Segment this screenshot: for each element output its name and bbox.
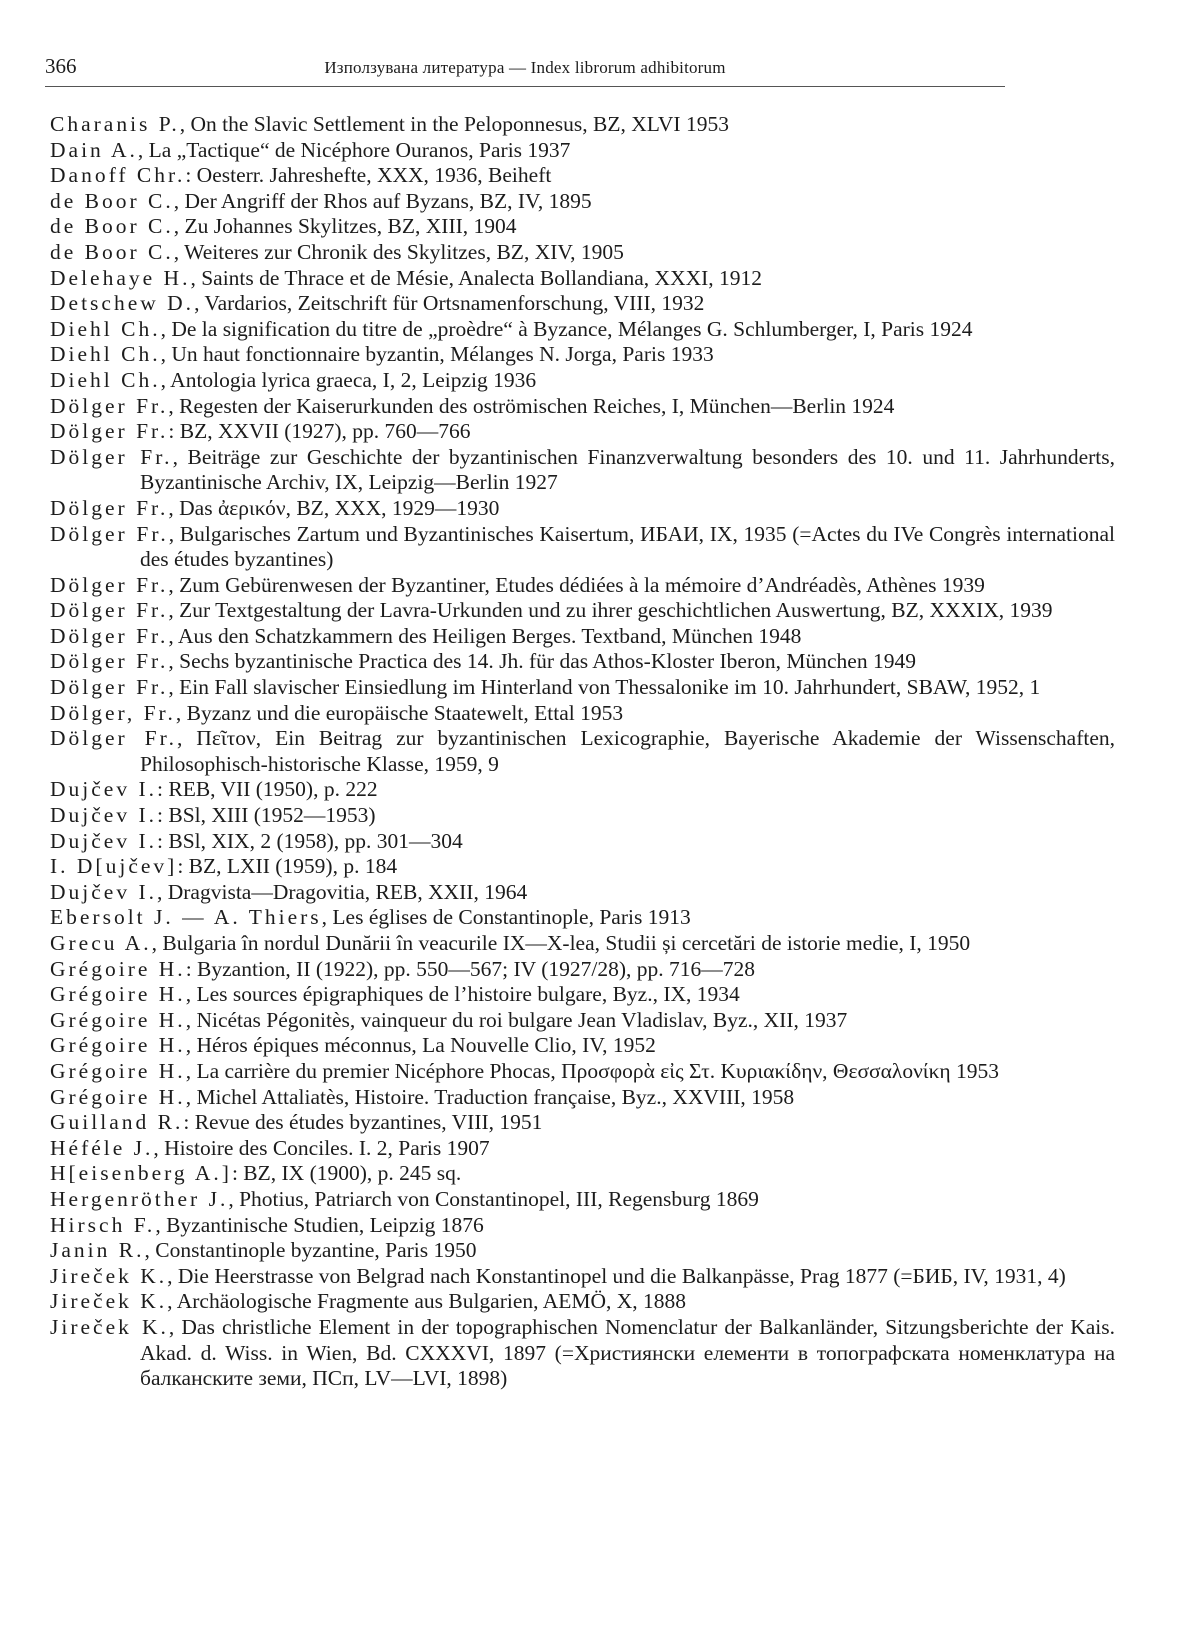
bibliography-entry (50, 112, 1115, 138)
page-header (45, 54, 1005, 84)
entry-reference: , Πεῖτον, Ein Beitrag zur byzantinischen Lexicographie, Bayerische Akademie der Wissenschaften, Philosophisch-historische Klasse, 1959, 9 (140, 726, 1115, 776)
entry-author: Jireček K. (50, 1289, 168, 1314)
entry-reference: , Sechs byzantinische Practica des 14. Jh. für das Athos-Kloster Iberon, München 1949 (168, 649, 916, 674)
bibliography-entry (50, 726, 1115, 777)
entry-author: Dölger Fr. (50, 521, 169, 546)
bibliography-entry (50, 317, 1115, 343)
bibliography-entry (50, 138, 1115, 164)
entry-reference: , Saints de Thrace et de Mésie, Analecta Bollandiana, XXXI, 1912 (190, 265, 763, 290)
entry-author: Grecu A. (50, 931, 152, 955)
bibliography-entry (50, 1085, 1115, 1111)
entry-author: Grégoire H. (50, 956, 186, 981)
bibliography-entry (50, 598, 1115, 624)
entry-reference: , Ein Fall slavischer Einsiedlung im Hinterland von Thessalonike im 10. Jahrhundert, SBAW, 1952, 1 (168, 675, 1041, 700)
entry-reference: , Histoire des Conciles. I. 2, Paris 1907 (153, 1135, 490, 1160)
bibliography-entry (50, 1289, 1115, 1315)
entry-reference: , Photius, Patriarch von Constantinopel, III, Regensburg 1869 (228, 1186, 759, 1211)
bibliography-entry (50, 394, 1115, 420)
bibliography-entry (50, 649, 1115, 675)
bibliography-entry (50, 445, 1115, 496)
entry-author: Dujčev I. (50, 777, 157, 802)
entry-author: Grégoire H. (50, 1033, 186, 1058)
entry-author: Grégoire H. (50, 982, 186, 1007)
bibliography-entry (50, 829, 1115, 855)
entry-reference: , Les églises de Constantinople, Paris 1913 (321, 905, 691, 930)
entry-author: Janin R. (50, 1238, 145, 1263)
bibliography-entry (50, 1059, 1115, 1085)
entry-reference: , Michel Attaliatès, Histoire. Traduction française, Byz., XXVIII, 1958 (185, 1084, 795, 1109)
entry-author: Ebersolt J. — A. Thiers (50, 905, 322, 930)
entry-author: de Boor C. (50, 214, 174, 239)
entry-reference: : BSl, XIII (1952—1953) (157, 803, 376, 828)
entry-reference: , Aus den Schatzkammern des Heiligen Berges. Textband, München 1948 (168, 623, 802, 648)
bibliography-entry (50, 803, 1115, 829)
entry-reference: , Constantinople byzantine, Paris 1950 (144, 1238, 477, 1263)
entry-author: Dölger Fr. (50, 726, 177, 751)
entry-reference: : Byzantion, II (1922), pp. 550—567; IV (1927/28), pp. 716—728 (185, 956, 755, 981)
entry-reference: , Die Heerstrasse von Belgrad nach Konstantinopel und die Balkanpässe, Prag 1877 (=БИБ, IV, 1931, 4) (167, 1263, 1066, 1288)
entry-author: Dujčev I. (50, 828, 157, 853)
bibliography-entry (50, 522, 1115, 573)
entry-reference: : BZ, LXII (1959), p. 184 (177, 854, 398, 879)
entry-reference: , Dragvista—Dragovitia, REB, XXII, 1964 (157, 879, 528, 904)
entry-reference: : REB, VII (1950), p. 222 (157, 777, 378, 802)
entry-author: Diehl Ch. (50, 316, 161, 341)
entry-author: Detschew D. (50, 291, 195, 316)
bibliography-entry (50, 1238, 1115, 1264)
entry-reference: , Bulgarisches Zartum und Byzantinisches Kaisertum, ИБАИ, IX, 1935 (=Actes du IVe Congrès international des études byzantines) (140, 521, 1115, 572)
bibliography-entry (50, 214, 1115, 240)
entry-author: Dölger Fr. (50, 623, 169, 648)
bibliography-entry (50, 1136, 1115, 1162)
entry-reference: , Bulgaria în nordul Dunării în veacurile IX—X-lea, Studii și cercetări de istorie medie, I, 1950 (151, 931, 971, 955)
entry-author: Grégoire H. (50, 1058, 186, 1083)
bibliography-entry (50, 342, 1115, 368)
bibliography-list (50, 112, 1115, 1392)
entry-reference: , Weiteres zur Chronik des Skylitzes, BZ, XIV, 1905 (173, 239, 624, 264)
entry-reference: , La carrière du premier Nicéphore Phocas, Προσφορὰ εἰς Στ. Κυριακίδην, Θεσσαλονίκη 1953 (185, 1058, 1000, 1083)
entry-reference: , Das ἀερικόν, BZ, XXX, 1929—1930 (168, 495, 500, 520)
entry-author: H[eisenberg A.] (50, 1161, 232, 1186)
entry-reference: , Byzanz und die europäische Staatewelt, Ettal 1953 (175, 700, 624, 725)
entry-author: Hirsch F. (50, 1212, 156, 1237)
entry-author: Danoff Chr. (50, 163, 186, 188)
entry-reference: , Archäologische Fragmente aus Bulgarien, AEMÖ, X, 1888 (167, 1289, 687, 1314)
bibliography-entry (50, 1213, 1115, 1239)
bibliography-entry (50, 624, 1115, 650)
entry-reference: , Les sources épigraphiques de l’histoire bulgare, Byz., IX, 1934 (185, 982, 740, 1007)
entry-author: Dölger Fr. (50, 495, 169, 520)
entry-reference: , Zum Gebürenwesen der Byzantiner, Etudes dédiées à la mémoire d’Andréadès, Athènes 1939 (168, 572, 985, 597)
entry-reference: : Revue des études byzantines, VIII, 1951 (183, 1110, 543, 1135)
entry-reference: : BZ, XXVII (1927), pp. 760—766 (168, 419, 471, 444)
bibliography-entry (50, 240, 1115, 266)
entry-author: I. D[ujčev] (50, 854, 178, 879)
bibliography-entry (50, 163, 1115, 189)
entry-author: Diehl Ch. (50, 367, 161, 392)
entry-reference: , Zu Johannes Skylitzes, BZ, XIII, 1904 (173, 214, 517, 239)
entry-reference: , Vardarios, Zeitschrift für Ortsnamenforschung, VIII, 1932 (194, 291, 705, 316)
entry-author: Dölger, Fr. (50, 700, 176, 725)
entry-reference: , Der Angriff der Rhos auf Byzans, BZ, IV, 1895 (173, 188, 592, 213)
entry-author: Diehl Ch. (50, 342, 161, 367)
bibliography-entry (50, 189, 1115, 215)
entry-author: Dölger Fr. (50, 419, 169, 444)
entry-author: Dölger Fr. (50, 444, 173, 469)
entry-author: Dujčev I. (50, 803, 157, 828)
running-title: Използувана литература — Index librorum adhibitorum (324, 58, 726, 77)
bibliography-entry (50, 368, 1115, 394)
entry-author: Dölger Fr. (50, 572, 169, 597)
entry-reference: : Oesterr. Jahreshefte, XXX, 1936, Beiheft (185, 163, 552, 188)
bibliography-entry (50, 419, 1115, 445)
entry-reference: , Regesten der Kaiserurkunden des oströmischen Reiches, I, München—Berlin 1924 (168, 393, 895, 418)
entry-reference: , Byzantinische Studien, Leipzig 1876 (155, 1212, 484, 1237)
bibliography-entry (50, 880, 1115, 906)
entry-author: Dölger Fr. (50, 598, 169, 623)
entry-reference: , Nicétas Pégonitès, vainqueur du roi bulgare Jean Vladislav, Byz., XII, 1937 (185, 1007, 848, 1032)
bibliography-entry (50, 573, 1115, 599)
entry-author: de Boor C. (50, 188, 174, 213)
page-number: 366 (45, 54, 77, 78)
bibliography-entry (50, 982, 1115, 1008)
bibliography-entry (50, 1033, 1115, 1059)
bibliography-entry (50, 1264, 1115, 1290)
bibliography-entry (50, 1161, 1115, 1187)
entry-author: Jireček K. (50, 1314, 169, 1339)
entry-reference: : BSl, XIX, 2 (1958), pp. 301—304 (157, 828, 463, 853)
entry-reference: , La „Tactique“ de Nicéphore Ouranos, Paris 1937 (137, 137, 571, 162)
bibliography-entry (50, 1315, 1115, 1392)
bibliography-entry (50, 701, 1115, 727)
bibliography-entry (50, 1110, 1115, 1136)
entry-reference: , Antologia lyrica graeca, I, 2, Leipzig 1936 (160, 367, 537, 392)
bibliography-entry (50, 675, 1115, 701)
entry-author: Grégoire H. (50, 1007, 186, 1032)
entry-author: Dujčev I. (50, 879, 157, 904)
entry-reference: : BZ, IX (1900), p. 245 sq. (231, 1161, 462, 1186)
entry-reference: , On the Slavic Settlement in the Peloponnesus, BZ, XLVI 1953 (179, 112, 729, 136)
bibliography-entry (50, 777, 1115, 803)
entry-author: Dölger Fr. (50, 649, 169, 674)
entry-author: Guilland R. (50, 1110, 184, 1135)
entry-author: Grégoire H. (50, 1084, 186, 1109)
bibliography-entry (50, 1187, 1115, 1213)
bibliography-entry (50, 291, 1115, 317)
bibliography-entry (50, 266, 1115, 292)
bibliography-entry (50, 905, 1115, 931)
entry-author: Dain A. (50, 137, 138, 162)
entry-reference: , Zur Textgestaltung der Lavra-Urkunden und zu ihrer geschichtlichen Auswertung, BZ, XXXIX, 1939 (168, 598, 1053, 623)
entry-reference: , Un haut fonctionnaire byzantin, Mélanges N. Jorga, Paris 1933 (160, 342, 714, 367)
entry-author: de Boor C. (50, 239, 174, 264)
bibliography-entry (50, 854, 1115, 880)
bibliography-entry (50, 931, 1115, 957)
entry-author: Delehaye H. (50, 265, 191, 290)
entry-reference: , Das christliche Element in der topographischen Nomenclatur der Balkanländer, Sitzungsberichte der Kais. Akad. d. Wiss. in Wien, Bd. CXXXVI, 1897 (=Християнски елементи в топографската номенклатура на балканските земи, ПСп, LV—LVI, 1898) (140, 1314, 1115, 1391)
entry-author: Dölger Fr. (50, 675, 169, 700)
entry-author: Dölger Fr. (50, 393, 169, 418)
entry-author: Jireček K. (50, 1263, 168, 1288)
bibliography-entry (50, 957, 1115, 983)
bibliography-entry (50, 1008, 1115, 1034)
entry-reference: , Beiträge zur Geschichte der byzantinischen Finanzverwaltung besonders des 10. und 11. Jahrhunderts, Byzantinische Archiv, IX, Leipzig—Berlin 1927 (140, 444, 1115, 495)
entry-reference: , De la signification du titre de „proèdre“ à Byzance, Mélanges G. Schlumberger, I, Paris 1924 (160, 316, 973, 341)
entry-reference: , Héros épiques méconnus, La Nouvelle Clio, IV, 1952 (185, 1033, 656, 1058)
entry-author: Hergenröther J. (50, 1186, 229, 1211)
entry-author: Charanis P. (50, 112, 180, 136)
entry-author: Héféle J. (50, 1135, 154, 1160)
bibliography-entry (50, 496, 1115, 522)
header-rule (45, 86, 1005, 87)
